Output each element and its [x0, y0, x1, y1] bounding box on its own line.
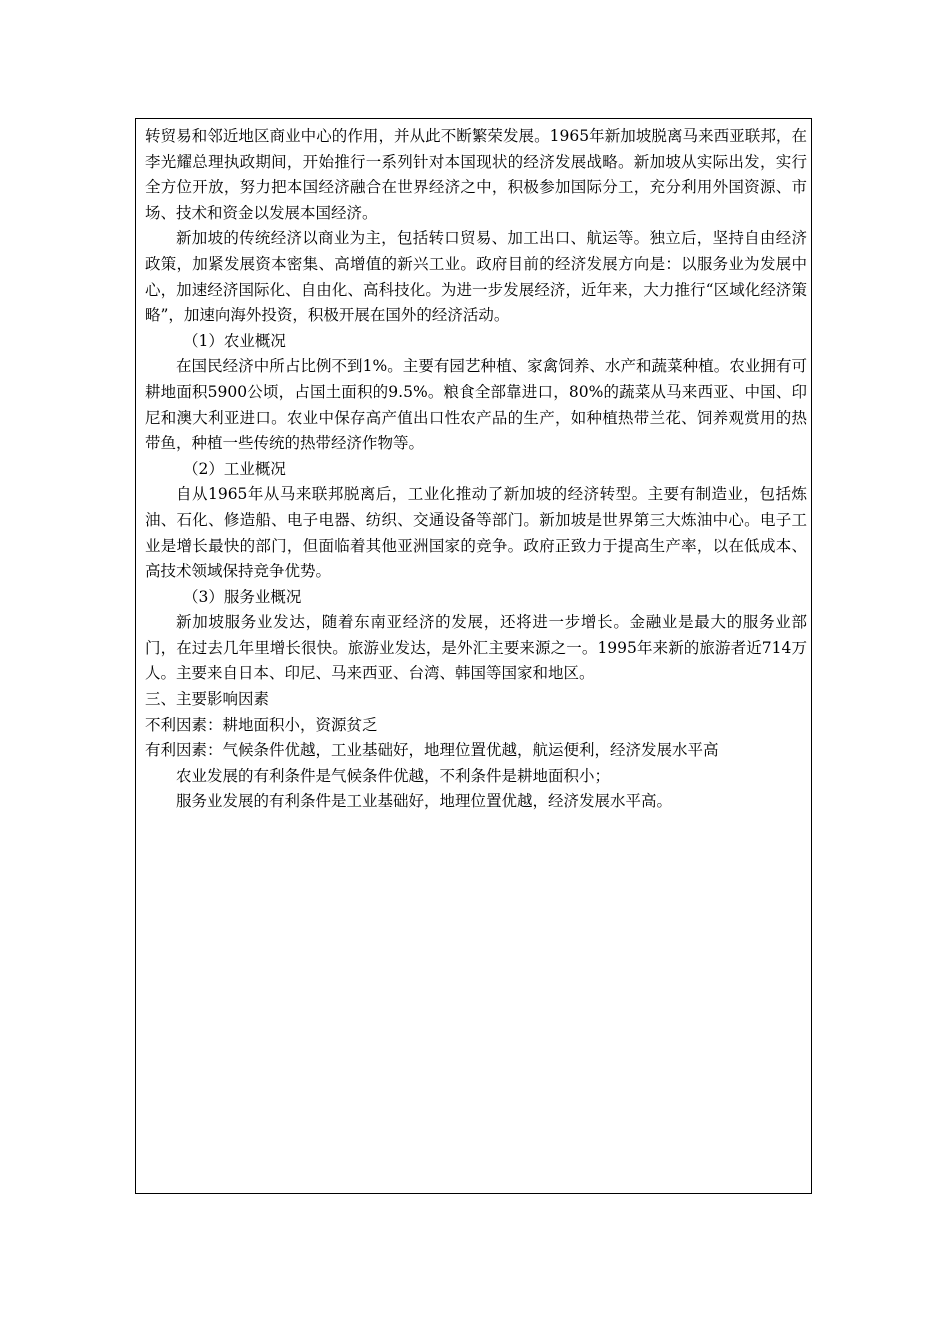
heading-main-factors: 三、主要影响因素: [145, 690, 270, 709]
paragraph-unfavorable-factors: 不利因素：耕地面积小，资源贫乏: [145, 715, 378, 734]
paragraph-services-conditions: 服务业发展的有利条件是工业基础好，地理位置优越，经济发展水平高。: [176, 792, 673, 811]
paragraph-services: 新加坡服务业发达，随着东南亚经济的发展，还将进一步增长。金融业是最大的服务业部门，在过去几年里增长很快。旅游业发达，是外汇主要来源之一。1995年来新的旅游者近714万人。主要来自日本、印尼、马来西亚、台湾、韩国等国家和地区。: [145, 613, 807, 683]
paragraph-industry: 自从1965年从马来联邦脱离后，工业化推动了新加坡的经济转型。主要有制造业，包括炼油、石化、修造船、电子电器、纺织、交通设备等部门。新加坡是世界第三大炼油中心。电子工业是增长最快的部门，但面临着其他亚洲国家的竞争。政府正致力于提高生产率，以在低成本、高技术领域保持竞争优势。: [145, 485, 807, 581]
heading-industry: （2）工业概况: [183, 459, 286, 478]
paragraph-history: 转贸易和邻近地区商业中心的作用，并从此不断繁荣发展。1965年新加坡脱离马来西亚联邦，在李光耀总理执政期间，开始推行一系列针对本国现状的经济发展战略。新加坡从实际出发，实行全方位开放，努力把本国经济融合在世界经济之中，积极参加国际分工，充分利用外国资源、市场、技术和资金以发展本国经济。: [145, 127, 807, 222]
paragraph-traditional-economy: 新加坡的传统经济以商业为主，包括转口贸易、加工出口、航运等。独立后，坚持自由经济政策，加紧发展资本密集、高增值的新兴工业。政府目前的经济发展方向是：以服务业为发展中心，加速经济国际化、自由化、高科技化。为进一步发展经济，近年来，大力推行“区域化经济策略”，加速向海外投资，积极开展在国外的经济活动。: [145, 229, 807, 325]
paragraph-favorable-factors: 有利因素：气候条件优越，工业基础好，地理位置优越，航运便利，经济发展水平高: [145, 741, 719, 760]
paragraph-agriculture: 在国民经济中所占比例不到1%。主要有园艺种植、家禽饲养、水产和蔬菜种植。农业拥有可耕地面积5900公顷，占国土面积的9.5%。粮食全部靠进口，80%的蔬菜从马来西亚、中国、印尼和澳大利亚进口。农业中保存高产值出口性农产品的生产，如种植热带兰花、饲养观赏用的热带鱼，种植一些传统的热带经济作物等。: [145, 357, 807, 453]
heading-services: （3）服务业概况: [183, 587, 302, 606]
heading-agriculture: （1）农业概况: [183, 331, 286, 350]
paragraph-agriculture-conditions: 农业发展的有利条件是气候条件优越，不利条件是耕地面积小；: [176, 766, 611, 785]
document-body: [145, 124, 807, 815]
